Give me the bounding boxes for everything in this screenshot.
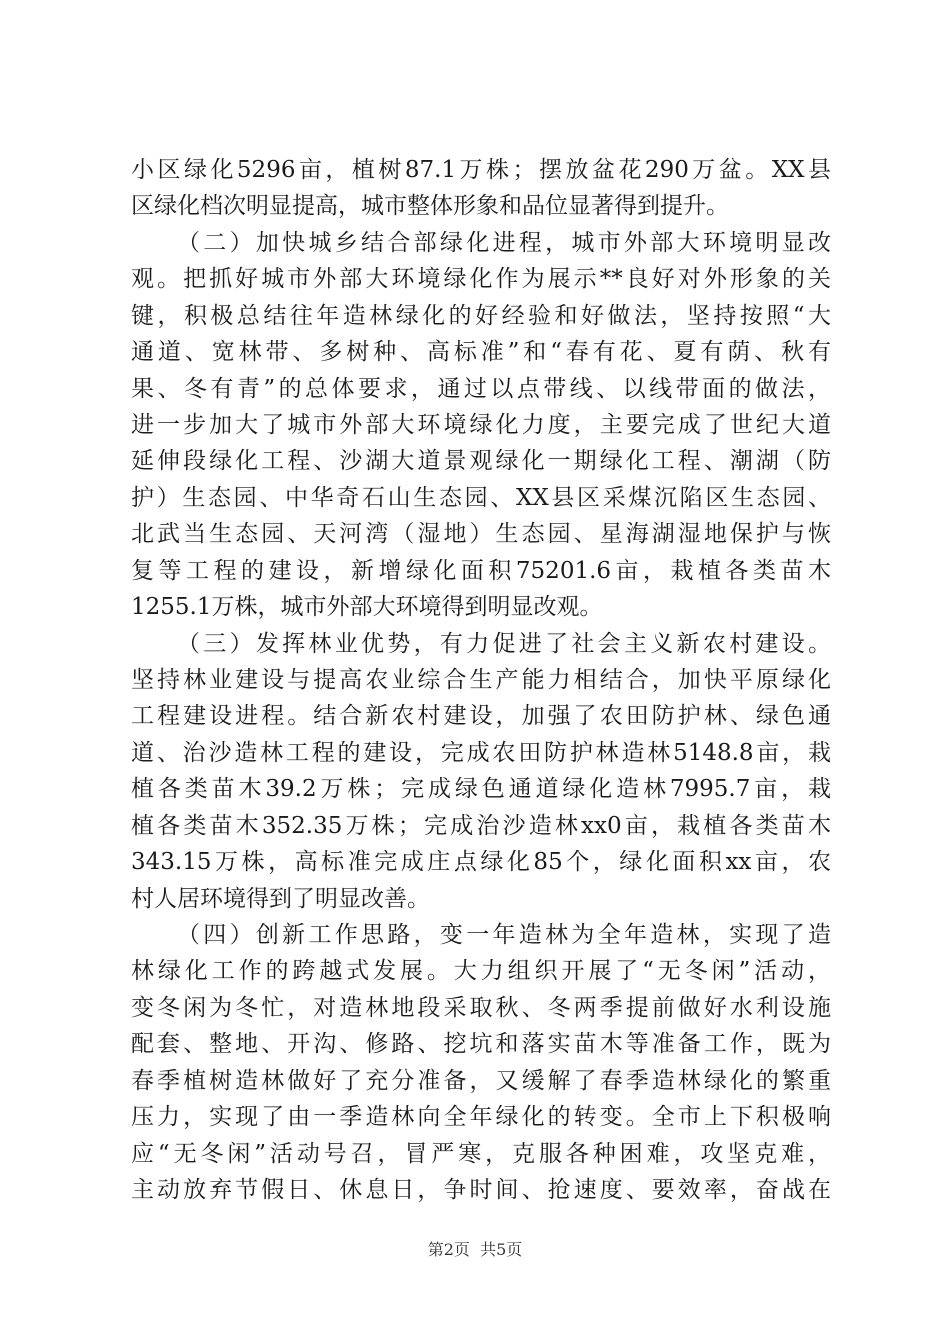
text-line: （四）创新工作思路，变一年造林为全年造林，实现了造 <box>177 922 831 948</box>
text-line: 进一步加大了城市外部大环境绿化力度，主要完成了世纪大道 <box>131 412 831 438</box>
text-line: 护）生态园、中华奇石山生态园、XX县区采煤沉陷区生态园、 <box>131 485 831 511</box>
page-number: 第2页 <box>427 1240 470 1259</box>
text-line: （二）加快城乡结合部绿化进程，城市外部大环境明显改 <box>177 230 831 256</box>
text-line: 春季植树造林做好了充分准备，又缓解了春季造林绿化的繁重 <box>131 1068 831 1094</box>
text-line: 延伸段绿化工程、沙湖大道景观绿化一期绿化工程、潮湖（防 <box>131 448 831 474</box>
text-line: 压力，实现了由一季造林向全年绿化的转变。全市上下积极响 <box>131 1104 831 1130</box>
text-line: 343.15万株，高标准完成庄点绿化85个，绿化面积xx亩，农 <box>131 849 831 875</box>
text-line: 道、治沙造林工程的建设，完成农田防护林造林5148.8亩，栽 <box>131 740 831 766</box>
text-line: 村人居环境得到了明显改善。 <box>131 886 430 912</box>
page-footer <box>0 1238 950 1262</box>
text-line: 观。把抓好城市外部大环境绿化作为展示**良好对外形象的关 <box>131 266 831 292</box>
text-line: 林绿化工作的跨越式发展。大力组织开展了“无冬闲”活动， <box>131 958 831 984</box>
text-line: 坚持林业建设与提高农业综合生产能力相结合，加快平原绿化 <box>131 667 831 693</box>
text-line: 1255.1万株，城市外部大环境得到明显改观。 <box>131 594 603 620</box>
text-line: 通道、宽林带、多树种、高标准”和“春有花、夏有荫、秋有 <box>131 339 831 365</box>
text-line: 主动放弃节假日、休息日，争时间、抢速度、要效率，奋战在 <box>131 1177 831 1203</box>
page-total: 共5页 <box>480 1240 523 1259</box>
text-line: 北武当生态园、天河湾（湿地）生态园、星海湖湿地保护与恢 <box>131 521 831 547</box>
text-line: 键，积极总结往年造林绿化的好经验和好做法，坚持按照“大 <box>131 303 831 329</box>
text-line: 应“无冬闲”活动号召，冒严寒，克服各种困难，攻坚克难， <box>131 1141 831 1167</box>
text-line: 变冬闲为冬忙，对造林地段采取秋、冬两季提前做好水利设施 <box>131 995 831 1021</box>
text-line: 工程建设进程。结合新农村建设，加强了农田防护林、绿色通 <box>131 703 831 729</box>
text-line: 配套、整地、开沟、修路、挖坑和落实苗木等准备工作，既为 <box>131 1031 831 1057</box>
text-line: 区绿化档次明显提高，城市整体形象和品位显著得到提升。 <box>131 193 729 219</box>
text-line: 植各类苗木352.35万株；完成治沙造林xx0亩，栽植各类苗木 <box>131 813 831 839</box>
text-line: 小区绿化5296亩，植树87.1万株；摆放盆花290万盆。XX县 <box>131 157 831 183</box>
text-line: （三）发挥林业优势，有力促进了社会主义新农村建设。 <box>177 631 831 657</box>
text-line: 复等工程的建设，新增绿化面积75201.6亩，栽植各类苗木 <box>131 558 831 584</box>
text-line: 植各类苗木39.2万株；完成绿色通道绿化造林7995.7亩，栽 <box>131 776 831 802</box>
text-line: 果、冬有青”的总体要求，通过以点带线、以线带面的做法， <box>131 376 831 402</box>
